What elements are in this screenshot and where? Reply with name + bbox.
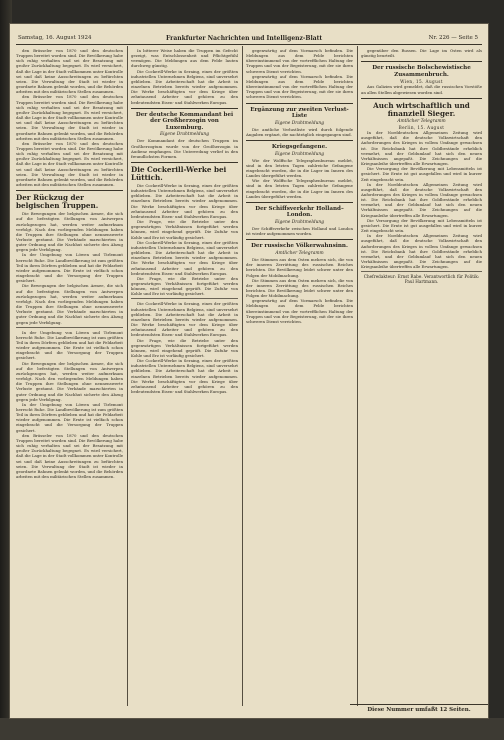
article-text: Die Bewegungen der belgischen Armee, die sich auf die befestigten Stellungen von Antwerpen zurückgezogen hat, werden weiter aufmerksam verfolgt. Nach den vorliegenden Meldungen haben die Truppen ihre Stellungen ohne nennenswerte Verluste geräumt. Die Verbände marschierten in guter Ordnung und die Nachhut sicherte den Abzug gegen jede Verfolgung.	[16, 360, 123, 402]
article-text: gegenwärtig auf dem Vormarsch befinden. Die Meldungen aus dem Felde berichten übereinstimmend von der vortrefflichen Haltung der Truppen und von der Begeisterung, mit der sie ihren schweren Dienst verrichten.	[246, 298, 353, 324]
article-heading: Der russische Völkerwahnsinn.	[251, 243, 348, 250]
article-separator	[16, 327, 123, 328]
column-divider	[127, 46, 128, 706]
article-heading: Der Schiffsverkehr Holland–London.	[255, 205, 344, 219]
article-subheading: Eigene Drahtmeldung	[274, 151, 325, 157]
article-text: Die amtliche Verlustliste wird durch folgende Angaben ergänzt, die nachträglich eingegangen sind.	[246, 126, 353, 137]
article-text: Der Kommandant der deutschen Truppen im Großherzogtum wurde von der Großherzogin in Audienz empfangen. Die Unterredung verlief in den freundlichsten Formen.	[131, 138, 238, 159]
article-text: Die Frage, wie die Betriebe unter den gegenwärtigen Verhältnissen fortgeführt werden können, wird eingehend geprüft. Die Zufuhr von Kohle und Erz ist vorläufig gesichert.	[131, 337, 238, 358]
article-separator	[131, 162, 238, 163]
article-text: Die Frage, wie die Betriebe unter den gegenwärtigen Verhältnissen fortgeführt werden können, wird eingehend geprüft. Die Zufuhr von Kohle und Erz ist vorläufig gesichert.	[131, 275, 238, 297]
newspaper-page	[10, 24, 488, 718]
article-text: Die Cockerill-Werke in Seraing, eines der größten industriellen Unternehmen Belgiens, sind unversehrt geblieben. Die Arbeiterschaft hat die Arbeit in einzelnen Betrieben bereits wieder aufgenommen. Die Werke beschäftigten vor dem Kriege über zehntausend Arbeiter und gehören zu den bedeutendsten Eisen- und Stahlwerken Europas.	[131, 239, 238, 276]
article-text: Die Cockerill-Werke in Seraing, eines der größten industriellen Unternehmen Belgiens, sind unversehrt geblieben. Die Arbeiterschaft hat die Arbeit in einzelnen Betrieben bereits wieder aufgenommen. Die Werke beschäftigten vor dem Kriege über zehntausend Arbeiter und gehören zu den bedeutendsten Eisen- und Stahlwerken Europas.	[131, 301, 238, 338]
article-text: den Brüsseler von 1870 und den deutschen Truppen bereitet worden sind. Die Bevölkerung habe sich ruhig verhalten und sei der Besatzung mit großer Zurückhaltung begegnet. Es wird versichert, daß die Lage in der Stadt vollkommen unter Kontrolle sei und daß keine Ausschreitungen zu befürchten seien. Die Verwaltung der Stadt ist wieder in geordnete Bahnen gelenkt worden, und die Behörden arbeiten mit den militärischen Stellen zusammen.	[16, 48, 123, 95]
header-page-number: Nr. 226 — Seite 5	[428, 35, 478, 41]
article-separator	[246, 140, 353, 141]
article-text: den Brüsseler von 1870 und den deutschen Truppen bereitet worden sind. Die Bevölkerung habe sich ruhig verhalten und sei der Besatzung mit großer Zurückhaltung begegnet. Es wird versichert, daß die Lage in der Stadt vollkommen unter Kontrolle sei und daß keine Ausschreitungen zu befürchten seien. Die Verwaltung der Stadt ist wieder in geordnete Bahnen gelenkt worden, und die Behörden arbeiten mit den militärischen Stellen zusammen.	[16, 140, 123, 188]
article-separator	[246, 239, 353, 240]
article-text: Die Stimmen aus dem Osten mehren sich, die von der inneren Zerrüttung des russischen Reiches berichten. Die Bevölkerung leidet schwer unter den Folgen der Mobilmachung.	[246, 257, 353, 278]
article-text: Wie der Wolffsche Telegraphenbureau meldet, sind in den letzten Tagen zahlreiche Gefangene eingebracht worden, die in die Lager im Innern des Landes übergeführt werden.	[246, 178, 353, 199]
article-separator	[131, 108, 238, 109]
article-text: Aus Galizien wird gemeldet, daß die russischen Vorstöße an allen Stellen abgewiesen worden sind.	[361, 84, 482, 95]
article-heading: Ergänzung zur zweiten Verlust-Liste	[250, 106, 349, 120]
scan-border	[0, 718, 504, 740]
article-text: Der Schiffsverkehr zwischen Holland und London ist wieder aufgenommen worden.	[246, 226, 353, 237]
article-text: Die Cockerill-Werke in Seraing, eines der größten industriellen Unternehmen Belgiens, sind unversehrt geblieben. Die Arbeiterschaft hat die Arbeit in einzelnen Betrieben bereits wieder aufgenommen. Die Werke beschäftigten vor dem Kriege über zehntausend Arbeiter und gehören zu den bedeutendsten Eisen- und Stahlwerken Europas.	[131, 183, 238, 219]
article-heading: Kriegsgefangene.	[271, 144, 328, 151]
column-1	[16, 48, 123, 703]
article-separator	[246, 202, 353, 203]
article-subheading: Eigene Drahtmeldung	[274, 219, 325, 225]
article-separator	[361, 98, 482, 99]
article-text: gegenwärtig auf dem Vormarsch befinden. Die Meldungen aus dem Felde berichten übereinstimmend von der vortrefflichen Haltung der Truppen und von der Begeisterung, mit der sie ihren schweren Dienst verrichten.	[246, 73, 353, 100]
article-subheading: Eigene Drahtmeldung	[159, 132, 210, 138]
article-text: In der Umgebung von Löwen und Tirlemont herrscht Ruhe. Die Landbevölkerung ist zum größten Teil in ihren Dörfern geblieben und hat die Feldarbeit wieder aufgenommen. Die Ernte ist vielfach schon eingebracht und die Versorgung der Truppen gesichert.	[16, 252, 123, 284]
article-separator	[361, 61, 482, 62]
article-separator	[131, 298, 238, 299]
article-subheading: Amtlicher Telegramm	[397, 118, 446, 124]
column-2	[131, 48, 238, 703]
imprint: Chefredakteur: Ernst Rabe. Verantwortlich für Politik: Paul Hartmann.	[363, 274, 480, 285]
article-text: In bitterer Weise haben die Truppen im Gefecht gezeigt, was Entschlossenheit und Pflichtgefühl vermögen. Die Meldungen aus dem Felde lauten durchweg günstig.	[131, 48, 238, 69]
header-date: Samstag, 16. August 1924	[18, 35, 92, 41]
article-text: In der Norddeutschen Allgemeinen Zeitung wird ausgeführt, daß die deutsche Volkswirtschaft den Anforderungen des Krieges in vollem Umfange gewachsen ist. Die Reichsbank hat ihre Goldbestände erheblich vermehrt, und der Geldumlauf hat sich den neuen Verhältnissen angepaßt. Die Zeichnungen auf die Kriegsanleihe übertreffen alle Erwartungen.	[361, 130, 482, 167]
column-4	[361, 48, 482, 698]
article-text: Die Frage, wie die Betriebe unter den gegenwärtigen Verhältnissen fortgeführt werden können, wird eingehend geprüft. Die Zufuhr von Kohle und Erz ist vorläufig gesichert.	[131, 219, 238, 240]
article-text: In der Umgebung von Löwen und Tirlemont herrscht Ruhe. Die Landbevölkerung ist zum größten Teil in ihren Dörfern geblieben und hat die Feldarbeit wieder aufgenommen. Die Ernte ist vielfach schon eingebracht und die Versorgung der Truppen gesichert.	[16, 401, 123, 433]
article-text: Die Versorgung der Bevölkerung mit Lebensmitteln ist gesichert. Die Ernte ist gut ausgefallen und wird in kurzer Zeit eingebracht sein.	[361, 166, 482, 182]
article-text: den Brüsseler von 1870 und den deutschen Truppen bereitet worden sind. Die Bevölkerung habe sich ruhig verhalten und sei der Besatzung mit großer Zurückhaltung begegnet. Es wird versichert, daß die Lage in der Stadt vollkommen unter Kontrolle sei und daß keine Ausschreitungen zu befürchten seien. Die Verwaltung der Stadt ist wieder in geordnete Bahnen gelenkt worden, und die Behörden arbeiten mit den militärischen Stellen zusammen.	[16, 432, 123, 480]
article-dateline: Berlin, 15. August	[398, 124, 445, 130]
page-count-note: Diese Nummer umfaßt 12 Seiten.	[350, 704, 488, 713]
article-text: Die Cockerill-Werke in Seraing, eines der größten industriellen Unternehmen Belgiens, sind unversehrt geblieben. Die Arbeiterschaft hat die Arbeit in einzelnen Betrieben bereits wieder aufgenommen. Die Werke beschäftigten vor dem Kriege über zehntausend Arbeiter und gehören zu den bedeutendsten Eisen- und Stahlwerken Europas.	[131, 68, 238, 105]
page-header	[16, 34, 482, 45]
masthead-title: Frankfurter Nachrichten und Intelligenz-Blatt	[166, 35, 323, 42]
article-text: Die Cockerill-Werke in Seraing, eines der größten industriellen Unternehmen Belgiens, sind unversehrt geblieben. Die Arbeiterschaft hat die Arbeit in einzelnen Betrieben bereits wieder aufgenommen. Die Werke beschäftigten vor dem Kriege über zehntausend Arbeiter und gehören zu den bedeutendsten Eisen- und Stahlwerken Europas.	[131, 358, 238, 395]
article-text: Die Bewegungen der belgischen Armee, die sich auf die befestigten Stellungen von Antwerpen zurückgezogen hat, werden weiter aufmerksam verfolgt. Nach den vorliegenden Meldungen haben die Truppen ihre Stellungen ohne nennenswerte Verluste geräumt. Die Verbände marschierten in guter Ordnung und die Nachhut sicherte den Abzug gegen jede Verfolgung.	[16, 211, 123, 253]
article-text: In der Norddeutschen Allgemeinen Zeitung wird ausgeführt, daß die deutsche Volkswirtschaft den Anforderungen des Krieges in vollem Umfange gewachsen ist. Die Reichsbank hat ihre Goldbestände erheblich vermehrt, und der Geldumlauf hat sich den neuen Verhältnissen angepaßt. Die Zeichnungen auf die Kriegsanleihe übertreffen alle Erwartungen.	[361, 181, 482, 218]
article-separator	[246, 103, 353, 104]
article-text: den Brüsseler von 1870 und den deutschen Truppen bereitet worden sind. Die Bevölkerung habe sich ruhig verhalten und sei der Besatzung mit großer Zurückhaltung begegnet. Es wird versichert, daß die Lage in der Stadt vollkommen unter Kontrolle sei und daß keine Ausschreitungen zu befürchten seien. Die Verwaltung der Stadt ist wieder in geordnete Bahnen gelenkt worden, und die Behörden arbeiten mit den militärischen Stellen zusammen.	[16, 94, 123, 141]
article-heading: Der russische Bolschewistische Zusammenbruch.	[372, 65, 471, 78]
article-separator	[361, 271, 482, 272]
article-text: Wie der Wolffsche Telegraphenbureau meldet, sind in den letzten Tagen zahlreiche Gefangene eingebracht worden, die in die Lager im Innern des Landes übergeführt werden.	[246, 157, 353, 179]
column-divider	[242, 46, 243, 706]
article-heading: Der Rückzug der belgischen Truppen.	[16, 193, 99, 211]
article-text: In der Norddeutschen Allgemeinen Zeitung wird ausgeführt, daß die deutsche Volkswirtschaft den Anforderungen des Krieges in vollem Umfange gewachsen ist. Die Reichsbank hat ihre Goldbestände erheblich vermehrt, und der Geldumlauf hat sich den neuen Verhältnissen angepaßt. Die Zeichnungen auf die Kriegsanleihe übertreffen alle Erwartungen.	[361, 233, 482, 270]
article-text: Die Versorgung der Bevölkerung mit Lebensmitteln ist gesichert. Die Ernte ist gut ausgefallen und wird in kurzer Zeit eingebracht sein.	[361, 217, 482, 234]
article-text: In der Umgebung von Löwen und Tirlemont herrscht Ruhe. Die Landbevölkerung ist zum größten Teil in ihren Dörfern geblieben und hat die Feldarbeit wieder aufgenommen. Die Ernte ist vielfach schon eingebracht und die Versorgung der Truppen gesichert.	[16, 329, 123, 361]
column-3	[246, 48, 353, 703]
article-text: Die Bewegungen der belgischen Armee, die sich auf die befestigten Stellungen von Antwerpen zurückgezogen hat, werden weiter aufmerksam verfolgt. Nach den vorliegenden Meldungen haben die Truppen ihre Stellungen ohne nennenswerte Verluste geräumt. Die Verbände marschierten in guter Ordnung und die Nachhut sicherte den Abzug gegen jede Verfolgung.	[16, 283, 123, 325]
article-subheading: Eigene Drahtmeldung	[274, 120, 325, 126]
column-divider	[357, 46, 358, 706]
article-dateline: Wien, 15. August	[400, 79, 443, 85]
article-text: gegenüber den Russen. Die Lage im Osten wird als günstig beurteilt.	[361, 48, 482, 59]
article-heading: Der deutsche Kommandant bei der Großherzogin von Luxemburg.	[135, 111, 234, 131]
article-text: Die Stimmen aus dem Osten mehren sich, die von der inneren Zerrüttung des russischen Reiches berichten. Die Bevölkerung leidet schwer unter den Folgen der Mobilmachung.	[246, 277, 353, 299]
article-separator	[16, 190, 123, 191]
article-text: gegenwärtig auf dem Vormarsch befinden. Die Meldungen aus dem Felde berichten übereinstimmend von der vortrefflichen Haltung der Truppen und von der Begeisterung, mit der sie ihren schweren Dienst verrichten.	[246, 48, 353, 74]
article-heading: Die Cockerill-Werke bei Lüttich.	[131, 165, 227, 182]
article-subheading: Amtlicher Telegramm	[275, 250, 324, 256]
article-heading: Auch wirtschaftlich und finanziell Sieger.	[373, 100, 470, 118]
